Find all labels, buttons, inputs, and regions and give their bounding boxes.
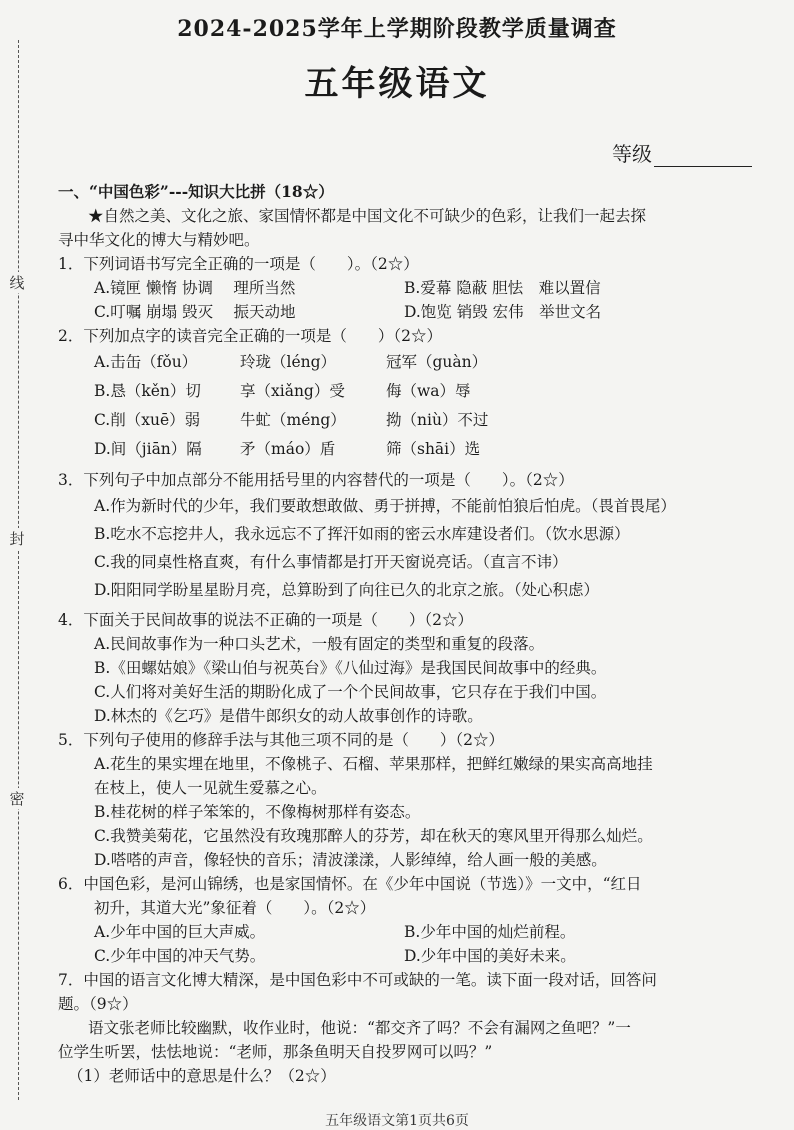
exam-subject: 五年级语文 [304, 64, 490, 104]
question-2-option-d [58, 435, 758, 464]
option-part: 享（xiǎng）受 [240, 382, 345, 400]
option-part: 筛（shāi）选 [386, 440, 481, 458]
section-intro-line1: ★自然之美、文化之旅、家国情怀都是中国文化不可缺少的色彩，让我们一起去探 [88, 207, 647, 225]
question-3-stem: 3．下列句子中加点部分不能用括号里的内容替代的一项是（ ）。（2☆） [58, 471, 574, 489]
question-1-stem: 1．下列词语书写完全正确的一项是（ ）。（2☆） [58, 255, 419, 273]
question-6-option-a: A.少年中国的巨大声威。 [94, 923, 266, 941]
question-5-option-d: D.嗒嗒的声音，像轻快的音乐；清波漾漾，人影绰绰，给人画一般的美感。 [94, 851, 607, 869]
question-3-option-d: D.阳阳同学盼星星盼月亮，总算盼到了向往已久的北京之旅。（处心积虑） [94, 581, 600, 599]
question-6-option-c: C.少年中国的冲天气势。 [94, 947, 266, 965]
grade-field [612, 138, 752, 167]
option-part: 矛（máo）盾 [240, 440, 336, 458]
question-2-option-b [58, 377, 758, 406]
question-1-options-ab [58, 276, 758, 300]
question-3-option-a: A.作为新时代的少年，我们要敢想敢做、勇于拼搏，不能前怕狼后怕虎。（畏首畏尾） [94, 497, 676, 515]
option-part: C.削（xuē）弱 [94, 411, 201, 429]
exam-title: 2024-2025学年上学期阶段教学质量调查 [177, 16, 617, 42]
question-4-option-c: C.人们将对美好生活的期盼化成了一个个民间故事，它只存在于我们中国。 [94, 683, 607, 701]
question-6-option-b: B.少年中国的灿烂前程。 [404, 923, 576, 941]
option-part: 牛虻（méng） [240, 411, 346, 429]
question-4-option-a: A.民间故事作为一种口头艺术，一般有固定的类型和重复的段落。 [94, 635, 545, 653]
option-part: 拗（niù）不过 [386, 411, 489, 429]
section-heading: 一、“中国色彩”---知识大比拼（18☆） [58, 182, 334, 201]
grade-blank[interactable] [654, 166, 752, 167]
option-part: 冠军（guàn） [386, 353, 488, 371]
binding-mark-mi: 密 [4, 788, 30, 809]
question-5-option-c: C.我赞美菊花，它虽然没有玫瑰那醉人的芬芳，却在秋天的寒风里开得那么灿烂。 [94, 827, 653, 845]
question-6-options-ab [58, 920, 758, 944]
page-footer: 五年级语文第1页共6页 [325, 1113, 469, 1129]
binding-mark-xian: 线 [4, 272, 30, 293]
option-part: B.恳（kěn）切 [94, 382, 201, 400]
question-1-option-d: D.饱览 销毁 宏伟 举世文名 [404, 303, 602, 321]
question-4-option-b: B.《田螺姑娘》《梁山伯与祝英台》《八仙过海》是我国民间故事中的经典。 [94, 659, 607, 677]
question-3-option-b: B.吃水不忘挖井人，我永远忘不了挥汗如雨的密云水库建设者们。（饮水思源） [94, 525, 630, 543]
question-7-passage-line1: 语文张老师比较幽默，收作业时，他说：“都交齐了吗？不会有漏网之鱼吧？”一 [88, 1019, 631, 1037]
question-5-stem: 5．下列句子使用的修辞手法与其他三项不同的是（ ）（2☆） [58, 731, 504, 749]
question-6-stem-line2: 初升，其道大光”象征着（ ）。（2☆） [94, 899, 376, 917]
question-5-option-a-line1: A.花生的果实埋在地里，不像桃子、石榴、苹果那样，把鲜红嫩绿的果实高高地挂 [94, 755, 653, 773]
question-6-stem-line1: 6．中国色彩，是河山锦绣，也是家国情怀。在《少年中国说（节选）》一文中，“红日 [58, 875, 642, 893]
section-intro-line2: 寻中华文化的博大与精妙吧。 [58, 231, 260, 249]
option-part: 侮（wa）辱 [386, 382, 471, 400]
grade-label: 等级 [612, 142, 652, 166]
question-1-option-a: A.镜匣 懒惰 协调 理所当然 [94, 279, 296, 297]
option-part: 玲珑（léng） [240, 353, 337, 371]
question-3-option-c: C.我的同桌性格直爽，有什么事情都是打开天窗说亮话。（直言不讳） [94, 553, 568, 571]
question-1-option-b: B.爱幕 隐蔽 胆怯 难以置信 [404, 279, 601, 297]
question-4-option-d: D.林杰的《乞巧》是借牛郎织女的动人故事创作的诗歌。 [94, 707, 483, 725]
question-1-option-c: C.叮嘱 崩塌 毁灭 振天动地 [94, 303, 296, 321]
question-2-stem: 2．下列加点字的读音完全正确的一项是（ ）（2☆） [58, 327, 442, 345]
question-2-option-c [58, 406, 758, 435]
binding-line [18, 40, 19, 1100]
binding-mark-feng: 封 [4, 528, 30, 549]
question-5-option-b: B.桂花树的样子笨笨的，不像梅树那样有姿态。 [94, 803, 421, 821]
question-7-sub1: （1）老师话中的意思是什么？（2☆） [68, 1067, 336, 1085]
question-5-option-a-line2: 在枝上，使人一见就生爱慕之心。 [94, 779, 327, 797]
question-7-stem-line1: 7．中国的语言文化博大精深，是中国色彩中不可或缺的一笔。读下面一段对话，回答问 [58, 971, 657, 989]
question-1-options-cd [58, 300, 758, 324]
question-6-option-d: D.少年中国的美好未来。 [404, 947, 576, 965]
question-6-options-cd [58, 944, 758, 968]
question-7-passage-line2: 位学生听罢，怯怯地说：“老师，那条鱼明天自投罗网可以吗？” [58, 1043, 493, 1061]
question-7-stem-line2: 题。（9☆） [58, 995, 138, 1013]
question-2-option-a [58, 348, 758, 377]
question-content [58, 180, 758, 1088]
option-part: A.击缶（fǒu） [94, 353, 198, 371]
option-part: D.间（jiān）隔 [94, 440, 202, 458]
question-4-stem: 4．下面关于民间故事的说法不正确的一项是（ ）（2☆） [58, 611, 473, 629]
